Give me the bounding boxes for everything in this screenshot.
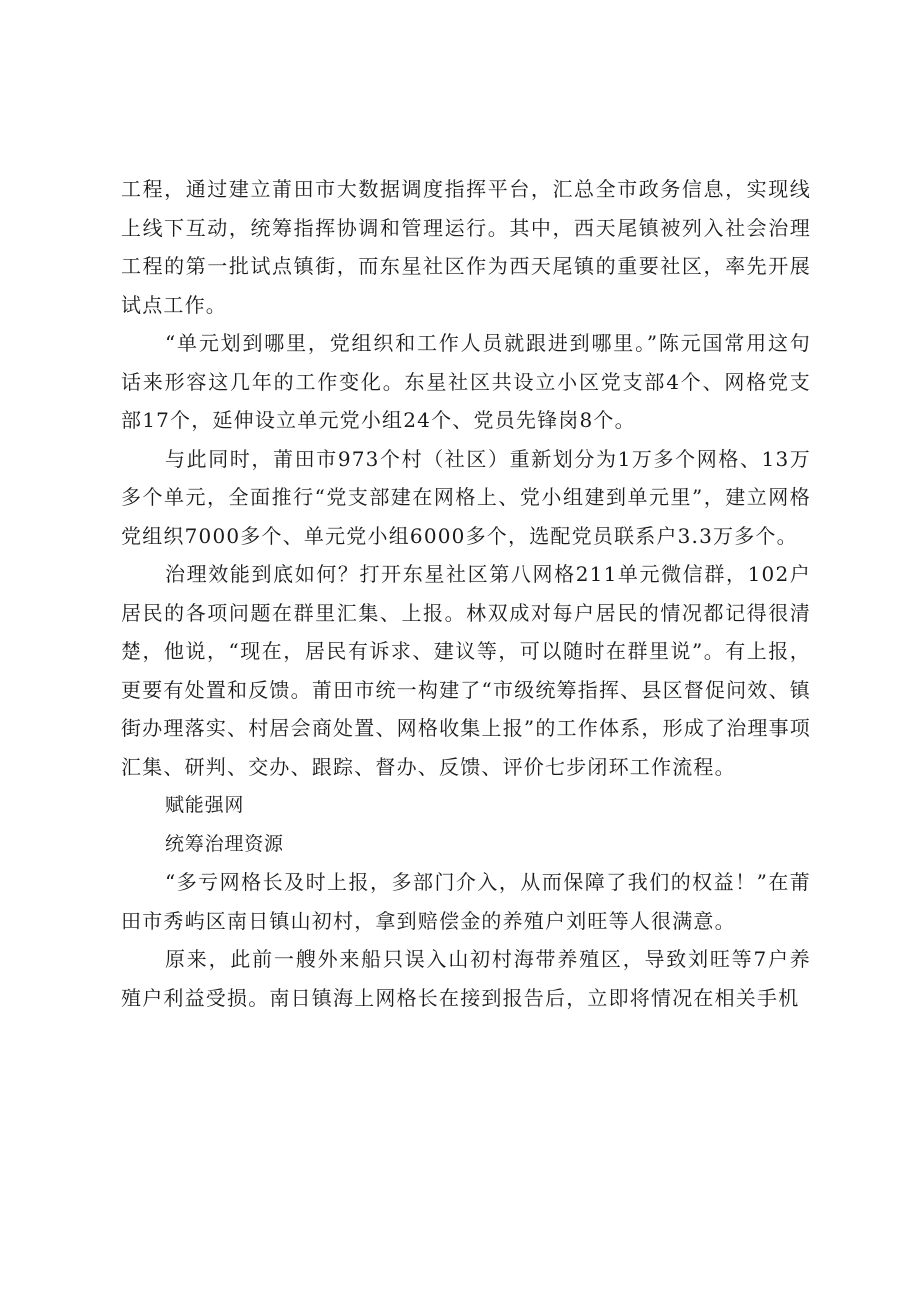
section-subheading: 统筹治理资源 [165,832,284,855]
paragraph-2: “单元划到哪里，党组织和工作人员就跟进到哪里。”陈元国常用这句话来形容这几年的工作变化。东星社区共设立小区党支部4个、网格党支部17个，延伸设立单元党小组24个、党员先锋岗8个。 [121,331,811,432]
paragraph-3: 与此同时，莆田市973个村（社区）重新划分为1万多个网格、13万多个单元，全面推行“党支部建在网格上、党小组建到单元里”，建立网格党组织7000多个、单元党小组6000多个，选配党员联系户3.3万多个。 [121,446,811,548]
section-heading: 赋能强网 [165,794,245,816]
paragraph-1: 工程，通过建立莆田市大数据调度指挥平台，汇总全市政务信息，实现线上线下互动，统筹指挥协调和管理运行。其中，西天尾镇被列入社会治理工程的第一批试点镇街，而东星社区作为西天尾镇的重要社区，率先开展试点工作。 [121,177,811,317]
paragraph-4: 治理效能到底如何？打开东星社区第八网格211单元微信群，102户居民的各项问题在群里汇集、上报。林双成对每户居民的情况都记得很清楚，他说，“现在，居民有诉求、建议等，可以随时在群里说”。有上报，更要有处置和反馈。莆田市统一构建了“市级统筹指挥、县区督促问效、镇街办理落实、村居会商处置、网格收集上报”的工作体系，形成了治理事项汇集、研判、交办、跟踪、督办、反馈、评价七步闭环工作流程。 [121,562,811,779]
document-body [121,170,811,1017]
paragraph-5: “多亏网格长及时上报，多部门介入，从而保障了我们的权益！”在莆田市秀屿区南日镇山初村，拿到赔偿金的养殖户刘旺等人很满意。 [121,870,811,933]
paragraph-6: 原来，此前一艘外来船只误入山初村海带养殖区，导致刘旺等7户养殖户利益受损。南日镇海上网格长在接到报告后，立即将情况在相关手机 [121,947,811,1010]
